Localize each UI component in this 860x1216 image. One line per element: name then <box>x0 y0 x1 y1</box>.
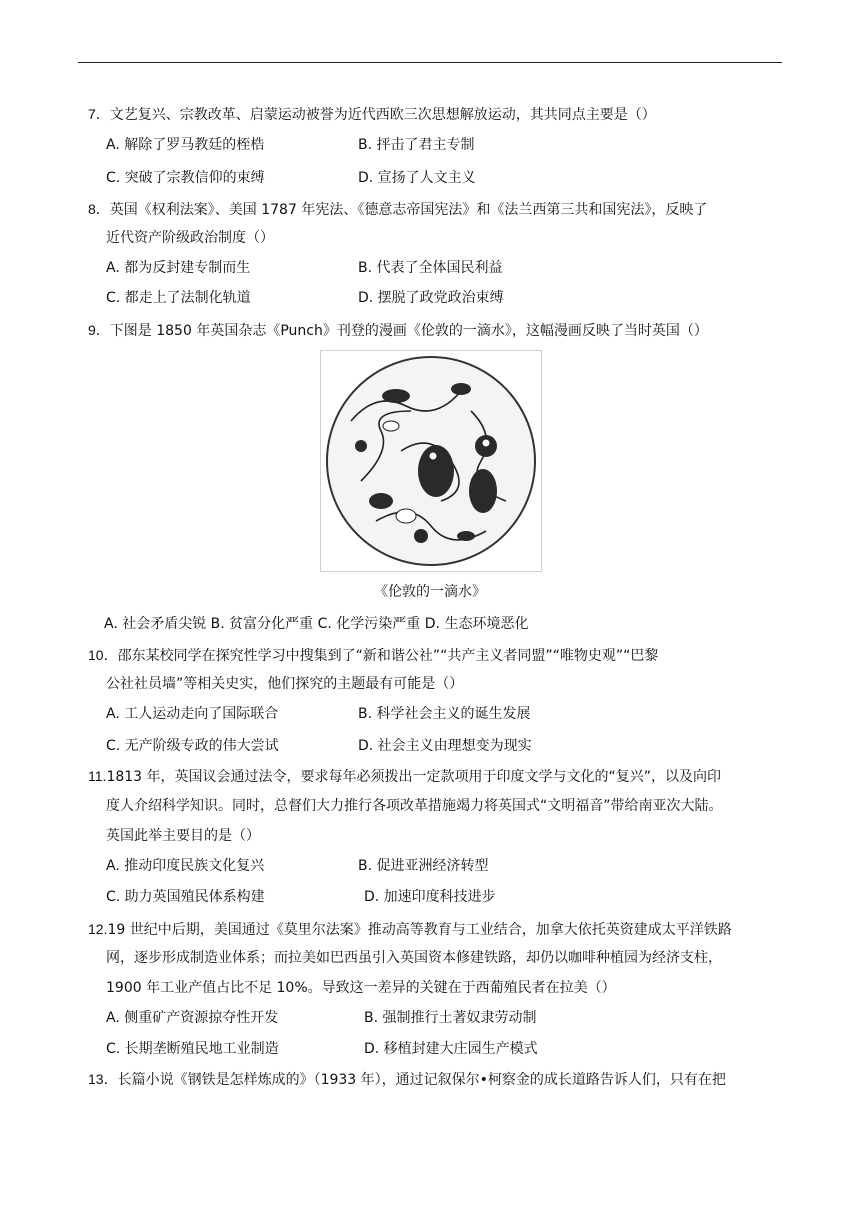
question-11-line-2: 度人介绍科学知识。同时，总督们大力推行各项改革措施竭力将英国式“文明福音”带给南亚次大陆。 <box>106 798 723 814</box>
question-10-line-1 <box>88 645 658 666</box>
question-number: 11. <box>88 768 107 784</box>
question-number: 12. <box>88 921 108 937</box>
question-10-option-a: A. 工人运动走向了国际联合 <box>106 706 279 722</box>
question-11-line-3: 英国此举主要目的是（） <box>106 828 260 844</box>
question-7-option-c: C. 突破了宗教信仰的束缚 <box>106 170 265 186</box>
cartoon-illustration <box>321 351 541 571</box>
question-8-line-1 <box>88 199 707 220</box>
question-text: 长篇小说《钢铁是怎样炼成的》（1933 年），通过记叙保尔•柯察金的成长道路告诉人们，只有在把 <box>117 1072 726 1088</box>
question-11-option-b: B. 促进亚洲经济转型 <box>358 858 489 874</box>
question-11-line-1 <box>88 766 721 787</box>
question-8-option-c: C. 都走上了法制化轨道 <box>106 290 251 306</box>
question-text: 英国《权利法案》、美国 1787 年宪法、《德意志帝国宪法》和《法兰西第三共和国宪法》，反映了 <box>109 202 708 218</box>
question-10-line-2: 公社社员墙”等相关史实，他们探究的主题最有可能是（） <box>106 676 464 692</box>
cartoon-image <box>320 350 542 572</box>
question-7-option-d: D. 宣扬了人文主义 <box>358 170 476 186</box>
question-8-line-2: 近代资产阶级政治制度（） <box>106 230 274 246</box>
question-11-option-a: A. 推动印度民族文化复兴 <box>106 858 265 874</box>
question-number: 13． <box>88 1071 118 1087</box>
question-12-line-3: 1900 年工业产值占比不足 10%。导致这一差异的关键在于西葡殖民者在拉美（） <box>106 980 616 996</box>
question-10-option-b: B. 科学社会主义的诞生发展 <box>358 706 531 722</box>
question-text: 19 世纪中后期，美国通过《莫里尔法案》推动高等教育与工业结合，加拿大依托英资建成太平洋铁路 <box>107 922 732 938</box>
question-12-option-c: C. 长期垄断殖民地工业制造 <box>106 1041 279 1057</box>
question-text: 下图是 1850 年英国杂志《Punch》刊登的漫画《伦敦的一滴水》，这幅漫画反映了当时英国（） <box>109 323 708 339</box>
question-text: 文艺复兴、宗教改革、启蒙运动被誉为近代西欧三次思想解放运动，其共同点主要是（） <box>109 107 656 123</box>
question-9-options: A. 社会矛盾尖锐 B. 贫富分化严重 C. 化学污染严重 D. 生态环境恶化 <box>104 616 529 632</box>
question-11-option-c: C. 助力英国殖民体系构建 <box>106 889 265 905</box>
question-7-option-a: A. 解除了罗马教廷的桎梏 <box>106 137 265 153</box>
question-8-option-d: D. 摆脱了政党政治束缚 <box>358 290 504 306</box>
question-number: 9． <box>88 322 110 338</box>
question-text: 邵东某校同学在探究性学习中搜集到了“新和谐公社”“共产主义者同盟”“唯物史观”“巴黎 <box>117 648 659 664</box>
question-text: 1813 年，英国议会通过法令，要求每年必须拨出一定款项用于印度文学与文化的“复兴”，以及向印 <box>106 769 722 785</box>
question-12-option-b: B. 强制推行土著奴隶劳动制 <box>364 1010 537 1026</box>
question-number: 7． <box>88 106 110 122</box>
figure-caption: 《伦敦的一滴水》 <box>374 584 486 600</box>
question-12-line-2: 网，逐步形成制造业体系；而拉美如巴西虽引入英国资本修建铁路，却仍以咖啡种植园为经济支柱， <box>106 950 722 966</box>
question-8-option-a: A. 都为反封建专制而生 <box>106 260 251 276</box>
question-number: 10． <box>88 647 118 663</box>
question-7-line-1 <box>88 104 656 125</box>
question-10-option-c: C. 无产阶级专政的伟大尝试 <box>106 738 279 754</box>
question-7-option-b: B. 抨击了君主专制 <box>358 137 475 153</box>
question-13-line-1 <box>88 1069 726 1090</box>
question-number: 8． <box>88 201 110 217</box>
question-12-option-d: D. 移植封建大庄园生产模式 <box>364 1041 538 1057</box>
question-12-option-a: A. 侧重矿产资源掠夺性开发 <box>106 1010 279 1026</box>
question-8-option-b: B. 代表了全体国民利益 <box>358 260 503 276</box>
header-rule <box>78 62 782 63</box>
question-11-option-d: D. 加速印度科技进步 <box>364 889 496 905</box>
question-10-option-d: D. 社会主义由理想变为现实 <box>358 738 532 754</box>
question-9-line-1 <box>88 320 708 341</box>
question-12-line-1 <box>88 919 732 940</box>
